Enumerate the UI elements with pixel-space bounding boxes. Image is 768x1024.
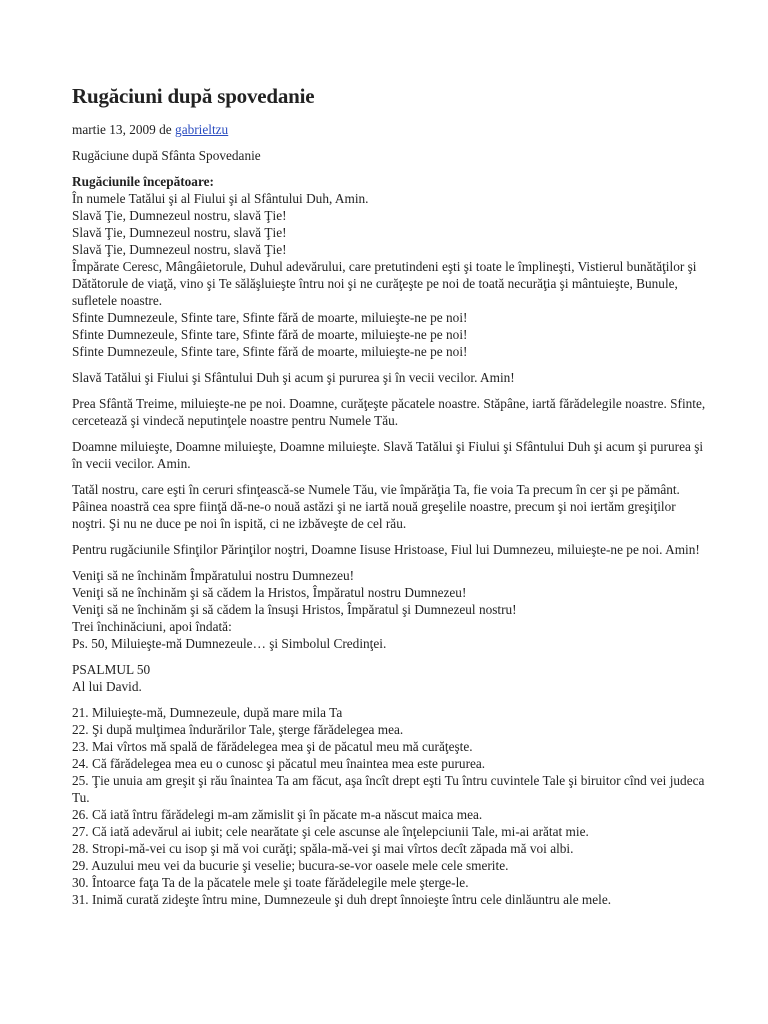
- text-line: În numele Tatălui şi al Fiului şi al Sfântului Duh, Amin.: [72, 191, 369, 206]
- text-line: 28. Stropi-mă-vei cu isop şi mă voi curăţi; spăla-mă-vei şi mai vîrtos decît zăpada mă voi albi.: [72, 841, 574, 856]
- post-by: de: [159, 122, 172, 137]
- text-line: Veniţi să ne închinăm Împăratului nostru Dumnezeu!: [72, 568, 355, 583]
- text-line: Al lui David.: [72, 679, 142, 694]
- text-line: 23. Mai vîrtos mă spală de fărădelegea mea şi de păcatul meu mă curăţeşte.: [72, 739, 473, 754]
- paragraph: [72, 567, 712, 652]
- text-line: Împărate Ceresc, Mângâietorule, Duhul adevărului, care pretutindeni eşti şi toate le împlineşti, Vistierul bunătăţilor şi Dătătorule de viaţă, vino şi Te sălăşluieşte întru noi şi ne curăţeşte pe noi de toată necurăţia şi mântuieşte, Bunule, sufletele noastre.: [72, 259, 697, 308]
- paragraph: [72, 173, 712, 360]
- text-line: Slavă Tatălui şi Fiului şi Sfântului Duh şi acum şi pururea şi în vecii vecilor. Amin!: [72, 370, 515, 385]
- post-meta: [72, 122, 712, 138]
- text-line: 31. Inimă curată zideşte întru mine, Dumnezeule şi duh drept înnoieşte întru cele dinlăuntru ale mele.: [72, 892, 612, 907]
- text-line: Tatăl nostru, care eşti în ceruri sfinţească-se Numele Tău, vie împărăţia Ta, fie voia Ta precum în cer şi pe pământ. Pâinea noastră cea spre fiinţă dă-ne-o nouă astăzi şi ne iartă nouă greşelile noastre, precum şi noi iertăm greşiţilor noştri. Şi nu ne duce pe noi în ispită, ci ne izbăveşte de cel rău.: [72, 482, 680, 531]
- text-line: 26. Că iată întru fărădelegi m-am zămislit şi în păcate m-a născut maica mea.: [72, 807, 483, 822]
- text-line: Veniţi să ne închinăm şi să cădem la însuşi Hristos, Împăratul şi Dumnezeul nostru!: [72, 602, 517, 617]
- author-link[interactable]: gabrieltzu: [175, 122, 229, 137]
- text-line: Slavă Ţie, Dumnezeul nostru, slavă Ţie!: [72, 208, 287, 223]
- paragraph: [72, 541, 712, 558]
- section-heading: Rugăciunile începătoare:: [72, 174, 214, 189]
- text-line: 30. Întoarce faţa Ta de la păcatele mele şi toate fărădelegile mele şterge-le.: [72, 875, 469, 890]
- text-line: 21. Miluieşte-mă, Dumnezeule, după mare mila Ta: [72, 705, 343, 720]
- post-intro: Rugăciune după Sfânta Spovedanie: [72, 148, 261, 163]
- paragraph: [72, 481, 712, 532]
- text-line: Ps. 50, Miluieşte-mă Dumnezeule… şi Simbolul Credinţei.: [72, 636, 387, 651]
- text-line: 27. Că iată adevărul ai iubit; cele nearătate şi cele ascunse ale înţelepciunii Tale, mi-ai arătat mie.: [72, 824, 589, 839]
- paragraph: [72, 369, 712, 386]
- paragraph: [72, 704, 712, 908]
- text-line: Prea Sfântă Treime, miluieşte-ne pe noi. Doamne, curăţeşte păcatele noastre. Stăpâne, iartă fărădelegile noastre. Sfinte, cercetează şi vindecă neputinţele noastre pentru Numele Tău.: [72, 396, 706, 428]
- text-line: 22. Şi după mulţimea îndurărilor Tale, şterge fărădelegea mea.: [72, 722, 404, 737]
- post-body: [72, 173, 712, 908]
- text-line: Slavă Ţie, Dumnezeul nostru, slavă Ţie!: [72, 225, 287, 240]
- text-line: 24. Că fărădelegea mea eu o cunosc şi păcatul meu înaintea mea este pururea.: [72, 756, 486, 771]
- text-line: 29. Auzului meu vei da bucurie şi veselie; bucura-se-vor oasele mele cele smerite.: [72, 858, 509, 873]
- paragraph: [72, 438, 712, 472]
- text-line: Slavă Ţie, Dumnezeul nostru, slavă Ţie!: [72, 242, 287, 257]
- text-line: Sfinte Dumnezeule, Sfinte tare, Sfinte fără de moarte, miluieşte-ne pe noi!: [72, 344, 468, 359]
- paragraph: [72, 661, 712, 695]
- text-line: Sfinte Dumnezeule, Sfinte tare, Sfinte fără de moarte, miluieşte-ne pe noi!: [72, 327, 468, 342]
- text-line: Pentru rugăciunile Sfinţilor Părinţilor noştri, Doamne Iisuse Hristoase, Fiul lui Dumnezeu, miluieşte-ne pe noi. Amin!: [72, 542, 700, 557]
- paragraph: [72, 395, 712, 429]
- text-line: Veniţi să ne închinăm şi să cădem la Hristos, Împăratul nostru Dumnezeu!: [72, 585, 467, 600]
- text-line: Sfinte Dumnezeule, Sfinte tare, Sfinte fără de moarte, miluieşte-ne pe noi!: [72, 310, 468, 325]
- text-line: PSALMUL 50: [72, 662, 151, 677]
- post-title: Rugăciuni după spovedanie: [72, 84, 315, 108]
- text-line: 25. Ţie unuia am greşit şi rău înaintea Ta am făcut, aşa încît drept eşti Tu întru cuvintele Tale şi biruitor cînd vei judeca Tu.: [72, 773, 705, 805]
- post-date: martie 13, 2009: [72, 122, 156, 137]
- text-line: Trei închinăciuni, apoi îndată:: [72, 619, 232, 634]
- text-line: Doamne miluieşte, Doamne miluieşte, Doamne miluieşte. Slavă Tatălui şi Fiului şi Sfântului Duh şi acum şi pururea şi în vecii vecilor. Amin.: [72, 439, 704, 471]
